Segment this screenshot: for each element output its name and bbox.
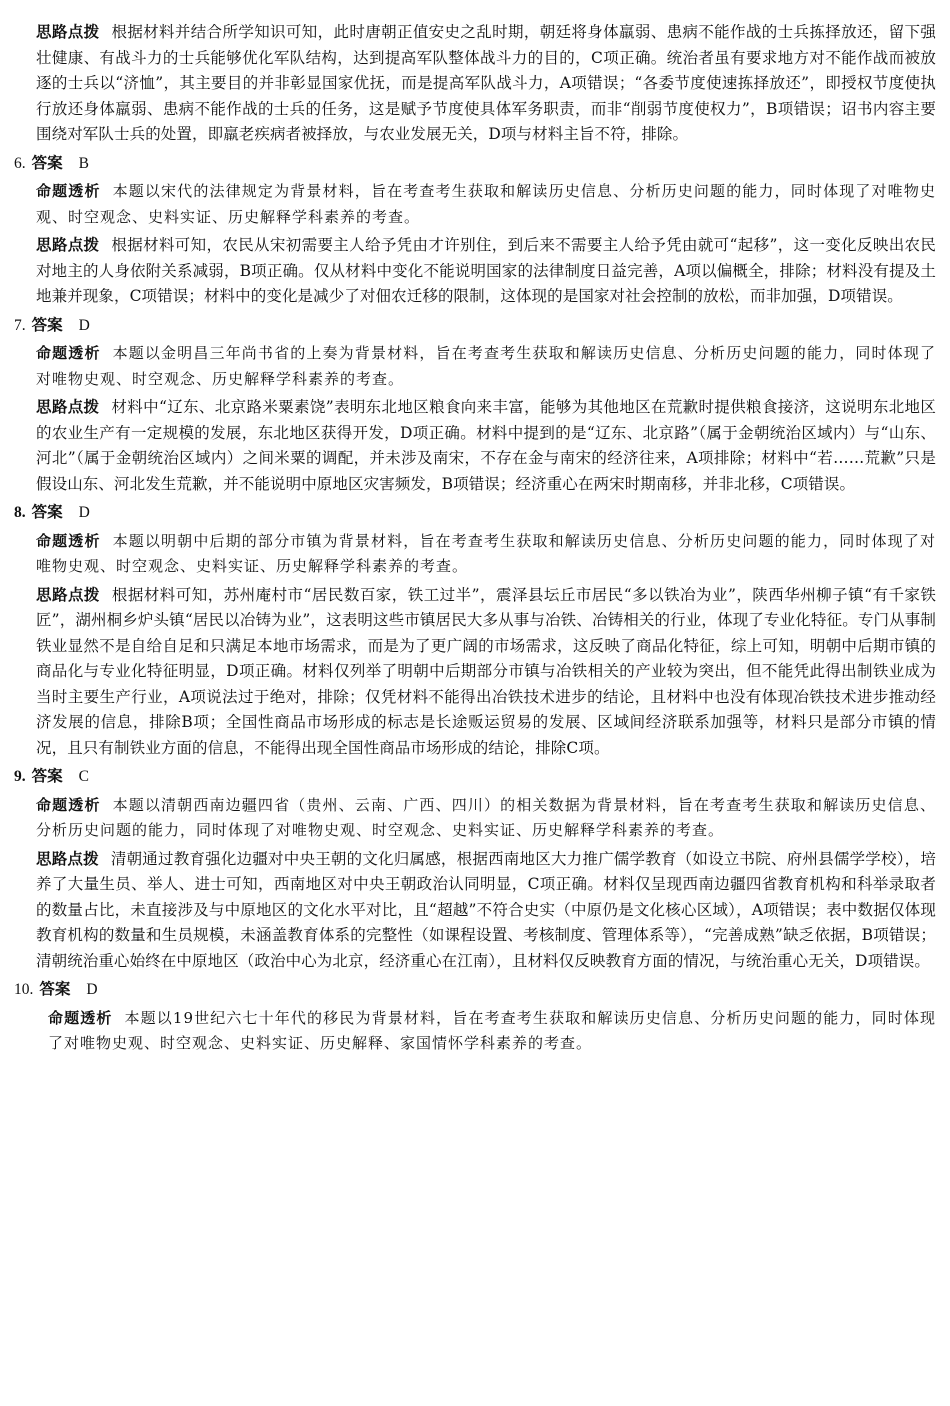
q8-hint-text: 根据材料可知，苏州庵村市“居民数百家，铁工过半”，震泽县坛丘市居民“多以铁冶为业”，陕西华州柳子镇“有千家铁匠”，湖州桐乡炉头镇“居民以冶铸为业”，这表明这些市镇居民大多从事与冶铁、冶铸相关的行业，体现了专业化特征。专门从事制铁业显然不是自给自足和只满足本地市场需求，而是为了更广阔的市场需求，这反映了商品化特征，综上可知，明朝中后期市镇的商品化与专业化特征明显，D项正确。材料仅列举了明朝中后期部分市镇与冶铁相关的产业较为突出，但不能凭此得出制铁业成为当时主要生产行业，A项说法过于绝对，排除；仅凭材料不能得出冶铁技术进步的结论，且材料中也没有体现冶铁技术进步推动经济发展的信息，排除B项；全国性商品市场形成的标志是长途贩运贸易的发展、区域间经济联系加强等，材料只是部分市镇的情况，且只有制铁业方面的信息，不能得出现全国性商品市场形成的结论，排除C项。 [36, 585, 936, 757]
answer-label: 答案 [31, 315, 63, 334]
q10-number: 10. [14, 981, 34, 998]
q7-intent [14, 341, 936, 392]
q9-number: 9. [14, 768, 26, 785]
q7-number: 7. [14, 316, 26, 334]
q9-answer-line [14, 764, 936, 790]
q8-answer: D [78, 504, 90, 521]
q7-hint-text: 材料中“辽东、北京路米粟素饶”表明东北地区粮食向来丰富，能够为其他地区在荒歉时提供粮食接济，这说明东北地区的农业生产有一定规模的发展，东北地区获得开发，D项正确。材料中提到的是“辽东、北京路”（属于金朝统治区域内）与“山东、河北”（属于金朝统治区域内）之间米粟的调配，并未涉及南宋，不存在金与南宋的经济往来，A项排除；材料中“若……荒歉”只是假设山东、河北发生荒歉，并不能说明中原地区灾害频发，B项错误；经济重心在两宋时期南移，并非北移，C项错误。 [36, 398, 936, 493]
hint-label: 思路点拨 [36, 849, 99, 868]
q9-hint [14, 847, 936, 975]
q6-intent-text: 本题以宋代的法律规定为背景材料，旨在考查考生获取和解读历史信息、分析历史问题的能力，同时体现了对唯物史观、时空观念、史料实证、历史解释学科素养的考查。 [36, 182, 936, 226]
intent-label: 命题透析 [36, 344, 101, 362]
q6-hint-text: 根据材料可知，农民从宋初需要主人给予凭由才许别住，到后来不需要主人给予凭由就可“起移”，这一变化反映出农民对地主的人身依附关系减弱，B项正确。仅从材料中变化不能说明国家的法律制度日益完善，A项以偏概全，排除；材料没有提及土地兼并现象，C项错误；材料中的变化是减少了对佃农迁移的限制，这体现的是国家对社会控制的放松，而非加强，D项错误。 [36, 236, 936, 305]
hint-label: 思路点拨 [36, 236, 100, 254]
hint-label: 思路点拨 [36, 23, 100, 41]
answer-page [14, 20, 936, 1060]
answer-label: 答案 [31, 767, 63, 785]
q9-answer: C [78, 768, 89, 785]
intent-label: 命题透析 [48, 1008, 113, 1027]
q6-answer: B [78, 154, 89, 172]
q8-answer-line [14, 500, 936, 526]
q10-answer: D [86, 981, 98, 998]
q5-hint [14, 20, 936, 148]
q8-number: 8. [14, 504, 26, 521]
q6-number: 6. [14, 154, 26, 172]
answer-label: 答案 [31, 503, 63, 521]
q9-intent [14, 793, 936, 844]
q6-intent [14, 179, 936, 230]
q10-intent [14, 1006, 936, 1057]
q10-intent-text: 本题以19世纪六七十年代的移民为背景材料，旨在考查考生获取和解读历史信息、分析历史问题的能力，同时体现了对唯物史观、时空观念、史料实证、历史解释、家国情怀学科素养的考查。 [48, 1008, 936, 1052]
intent-label: 命题透析 [36, 182, 101, 200]
hint-label: 思路点拨 [36, 398, 100, 416]
q7-intent-text: 本题以金明昌三年尚书省的上奏为背景材料，旨在考查考生获取和解读历史信息、分析历史问题的能力，同时体现了对唯物史观、时空观念、历史解释学科素养的考查。 [36, 344, 936, 388]
q7-answer-line [14, 313, 936, 339]
q6-answer-line [14, 151, 936, 177]
q5-hint-text: 根据材料并结合所学知识可知，此时唐朝正值安史之乱时期，朝廷将身体羸弱、患病不能作战的士兵拣择放还，留下强壮健康、有战斗力的士兵能够优化军队结构，达到提高军队整体战斗力的目的，C项正确。统治者虽有要求地方对不能作战而被放逐的士兵以“济恤”，其主要目的并非彰显国家优抚，而是提高军队战斗力，A项错误；“各委节度使速拣择放还”，即授权节度使执行放还身体羸弱、患病不能作战的士兵的任务，这是赋予节度使具体军务职责，而非“削弱节度使权力”，B项错误；诏书内容主要围绕对军队士兵的处置，即羸老疾病者被择放，与农业发展无关，D项与材料主旨不符，排除。 [36, 23, 936, 143]
q7-answer: D [78, 316, 90, 334]
q10-answer-line [14, 977, 936, 1003]
q8-intent [14, 529, 936, 580]
intent-label: 命题透析 [36, 795, 101, 814]
q9-intent-text: 本题以清朝西南边疆四省（贵州、云南、广西、四川）的相关数据为背景材料，旨在考查考生获取和解读历史信息、分析历史问题的能力，同时体现了对唯物史观、时空观念、史料实证、历史解释学科素养的考查。 [36, 795, 936, 839]
answer-label: 答案 [31, 153, 63, 172]
intent-label: 命题透析 [36, 531, 101, 550]
hint-label: 思路点拨 [36, 585, 100, 604]
q8-hint [14, 583, 936, 762]
answer-label: 答案 [39, 980, 71, 998]
q9-hint-text: 清朝通过教育强化边疆对中央王朝的文化归属感，根据西南地区大力推广儒学教育（如设立书院、府州县儒学学校），培养了大量生员、举人、进士可知，西南地区对中央王朝政治认同明显，C项正确。材料仅呈现西南边疆四省教育机构和科举录取者的数量占比，未直接涉及与中原地区的文化水平对比，且“超越”不符合史实（中原仍是文化核心区域），A项错误；表中数据仅体现教育机构的数量和生员规模，未涵盖教育体系的完整性（如课程设置、考核制度、管理体系等），“完善成熟”缺乏依据，B项错误；清朝统治重心始终在中原地区（政治中心为北京，经济重心在江南），且材料仅反映教育方面的情况，与统治重心无关，D项错误。 [36, 849, 936, 970]
q7-hint [14, 395, 936, 497]
q8-intent-text: 本题以明朝中后期的部分市镇为背景材料，旨在考查考生获取和解读历史信息、分析历史问题的能力，同时体现了对唯物史观、时空观念、史料实证、历史解释学科素养的考查。 [36, 531, 936, 575]
q6-hint [14, 233, 936, 310]
